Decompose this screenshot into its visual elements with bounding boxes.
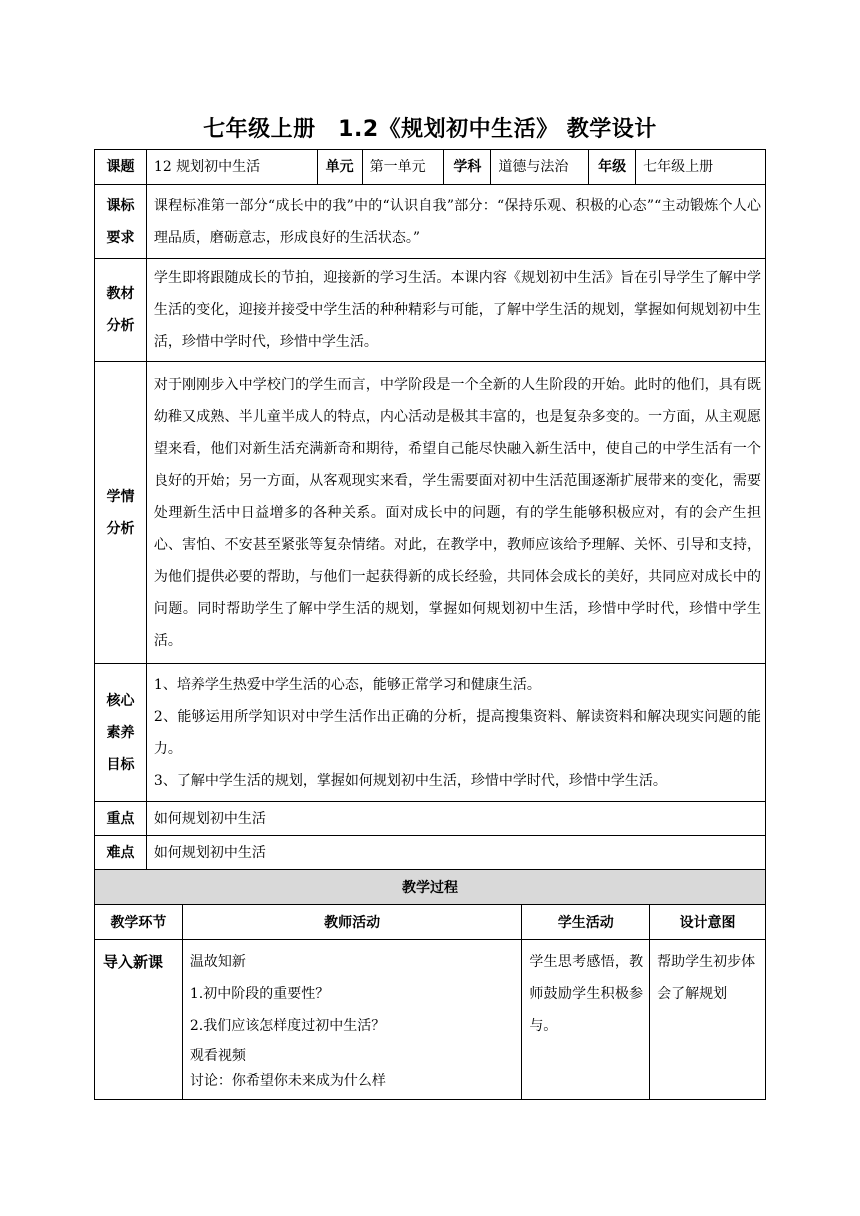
grade-value: 七年级上册 (636, 150, 766, 185)
material-text: 学生即将跟随成长的节拍，迎接新的学习生活。本课内容《规划初中生活》旨在引导学生了解中学生活的变化，迎接并接受中学生活的种种精彩与可能，了解中学生活的规划，掌握如何规划初中生活，珍惜中学时代，珍惜中学生活。 (146, 259, 765, 362)
core-label-line3: 目标 (106, 756, 135, 773)
teacher-activity-cell (182, 940, 521, 1100)
teacher-activity-line: 1.初中阶段的重要性？ (189, 986, 330, 1002)
standard-label-line2: 要求 (106, 229, 135, 246)
teaching-process-table (94, 869, 766, 1100)
material-row (95, 259, 766, 362)
core-row (95, 664, 766, 802)
document-title: 七年级上册 1.2《规划初中生活》 教学设计 (203, 117, 657, 142)
core-item: 2、能够运用所学知识对中学生活作出正确的分析，提高搜集资料、解读资料和解决现实问题的能力。 (153, 708, 761, 757)
learner-label-line1: 学情 (106, 488, 135, 505)
standard-text: 课程标准第一部分“成长中的我”中的“认识自我”部分：“保持乐观、积极的心态”“主动锻炼个人心理品质，磨砺意志，形成良好的生活状态。” (146, 185, 765, 259)
difficult-text: 如何规划初中生活 (146, 836, 765, 870)
learner-text: 对于刚刚步入中学校门的学生而言，中学阶段是一个全新的人生阶段的开始。此时的他们，具有既幼稚又成熟、半儿童半成人的特点，内心活动是极其丰富的，也是复杂多变的。一方面，从主观愿望来看，他们对新生活充满新奇和期待，希望自己能尽快融入新生活中，使自己的中学生活有一个良好的开始；另一方面，从客观现实来看，学生需要面对初中生活范围逐渐扩展带来的变化，需要处理新生活中日益增多的各种关系。面对成长中的问题，有的学生能够积极应对，有的会产生担心、害怕、不安甚至紧张等复杂情绪。对此，在教学中，教师应该给予理解、关怀、引导和支持，为他们提供必要的帮助，与他们一起获得新的成长经验，共同体会成长的美好，共同应对成长中的问题。同时帮助学生了解中学生活的规划，掌握如何规划初中生活，珍惜中学时代，珍惜中学生活。 (146, 362, 765, 664)
header-row (95, 150, 766, 185)
key-label: 重点 (95, 802, 147, 836)
subject-value: 道德与法治 (491, 150, 589, 185)
teacher-activity-line: 讨论：你希望你未来成为什么样 (189, 1073, 386, 1089)
topic-label: 课题 (95, 150, 147, 185)
core-item: 1、培养学生热爱中学生活的心态，能够正常学习和健康生活。 (153, 676, 541, 693)
material-label (95, 259, 147, 362)
column-header-teacher: 教师活动 (182, 905, 521, 940)
material-label-line2: 分析 (106, 318, 135, 334)
process-heading: 教学过程 (95, 870, 766, 905)
table-row (95, 940, 766, 1100)
teacher-activity-line: 2.我们应该怎样度过初中生活？ (189, 1018, 386, 1034)
core-item: 3、了解中学生活的规划，掌握如何规划初中生活，珍惜中学时代，珍惜中学生活。 (153, 772, 667, 789)
process-heading-row (95, 870, 766, 905)
unit-label: 单元 (317, 150, 362, 185)
design-intent-cell: 帮助学生初步体会了解规划 (650, 940, 766, 1100)
unit-value: 第一单元 (362, 150, 444, 185)
core-label (95, 664, 147, 802)
column-header-student: 学生活动 (522, 905, 650, 940)
material-label-line1: 教材 (106, 286, 135, 302)
core-label-line1: 核心 (106, 692, 135, 709)
core-label-line2: 素养 (106, 724, 135, 741)
grade-label: 年级 (589, 150, 636, 185)
key-row (95, 802, 766, 836)
learner-label (95, 362, 147, 664)
standard-label (95, 185, 147, 259)
column-header-stage: 教学环节 (95, 905, 183, 940)
process-column-headers (95, 905, 766, 940)
learner-label-line2: 分析 (106, 520, 135, 537)
key-text: 如何规划初中生活 (146, 802, 765, 836)
topic-value: 12 规划初中生活 (146, 150, 317, 185)
teacher-activity-line: 观看视频 (189, 1048, 246, 1064)
learner-row (95, 362, 766, 664)
difficult-label: 难点 (95, 836, 147, 870)
subject-label: 学科 (444, 150, 491, 185)
difficult-row (95, 836, 766, 870)
lesson-info-table (94, 149, 766, 870)
stage-cell: 导入新课 (95, 940, 183, 1100)
standard-row (95, 185, 766, 259)
column-header-intent: 设计意图 (650, 905, 766, 940)
standard-label-line1: 课标 (106, 197, 135, 214)
student-activity-cell: 学生思考感悟，教师鼓励学生积极参与。 (522, 940, 650, 1100)
teacher-activity-line: 温故知新 (189, 954, 246, 970)
core-text (146, 664, 765, 802)
